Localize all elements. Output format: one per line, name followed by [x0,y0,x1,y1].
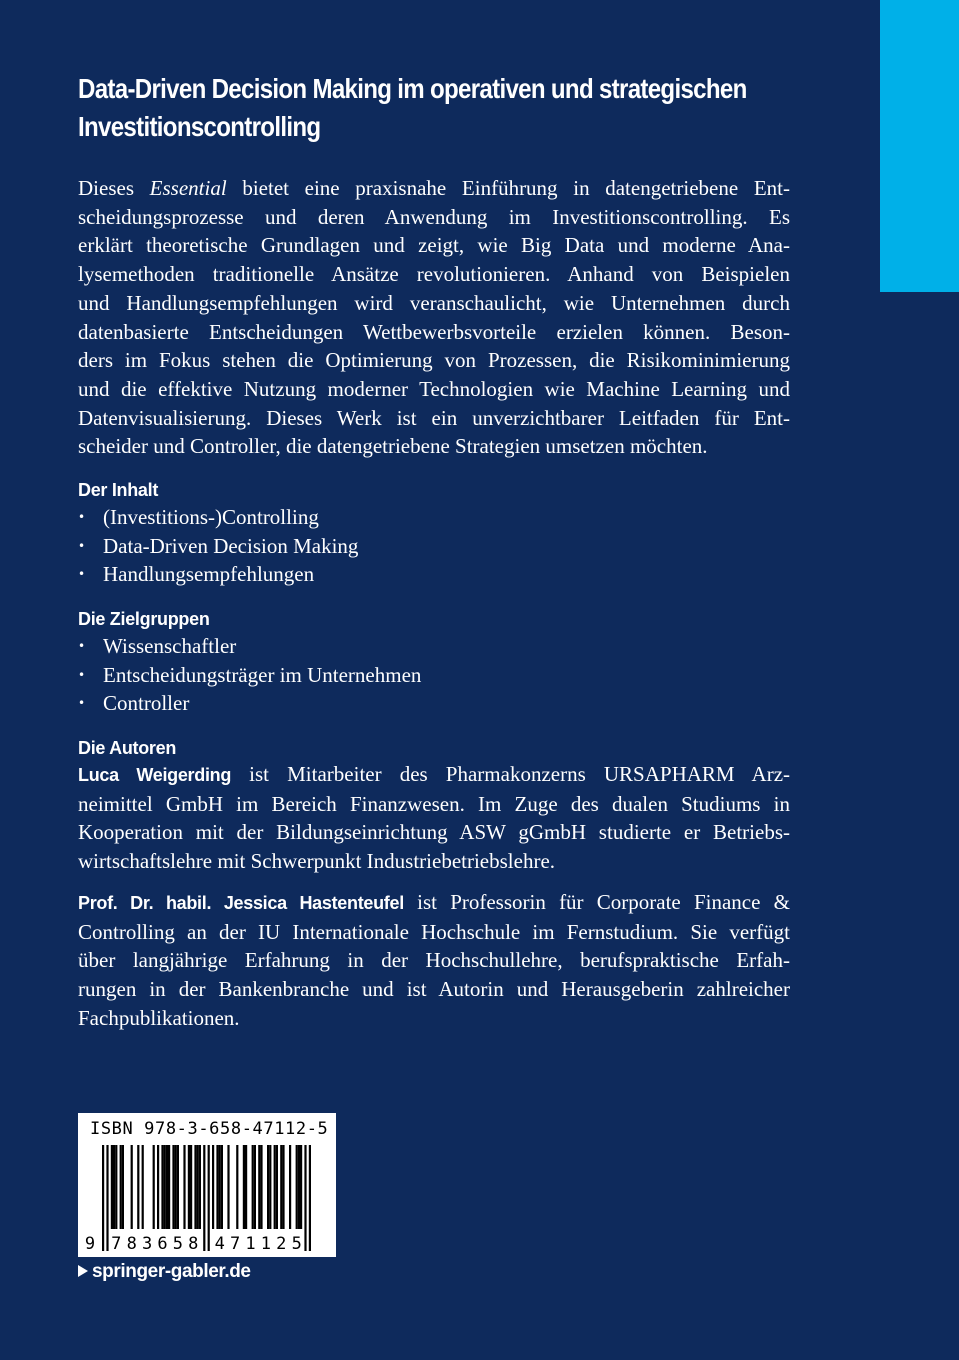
barcode-bars [78,1145,336,1257]
author-bio-line: über langjährige Erfahrung in der Hochschullehre, berufspraktische Erfah- [78,948,790,973]
bullet-icon: • [78,639,86,653]
barcode-bar [137,1145,139,1229]
barcode-bar [298,1145,300,1229]
barcode-bar [267,1145,269,1229]
description-line: Dieses Essential bietet eine praxisnahe Einführung in datengetriebene Ent- [78,176,790,200]
barcode-digit: 9 [84,1234,96,1254]
barcode-bar [289,1145,291,1229]
list-item: • Entscheidungsträger im Unternehmen [78,661,421,690]
bullet-icon: • [78,567,86,582]
bullet-icon: • [78,696,86,711]
barcode-bar [166,1145,168,1229]
barcode-digit: 8 [188,1234,199,1254]
barcode-bar [243,1145,245,1229]
barcode-bar [190,1145,192,1229]
barcode-digit: 8 [126,1234,137,1254]
barcode-bar [219,1145,221,1229]
barcode-bar [153,1145,155,1229]
barcode-bar [122,1145,124,1229]
barcode-bar [194,1145,196,1229]
author-bio-line: neimittel GmbH im Bereich Finanzwesen. Im Zuge des dualen Studiums in [78,791,790,816]
barcode-bar [175,1145,177,1229]
book-title-line-1: Data-Driven Decision Making im operativen und strategischen [78,73,747,104]
inhalt-list [78,503,358,589]
barcode-bar [296,1145,298,1229]
barcode-bar [221,1145,223,1229]
barcode-bar [276,1145,278,1229]
barcode-digit: 3 [141,1234,153,1254]
description-line: ders im Fokus stehen die Optimierung von Prozessen, die Risikominimierung [78,348,790,373]
description-line: lysemethoden traditionelle Ansätze revolutionieren. Anhand von Beispielen [78,262,790,287]
zielgruppen-heading: Die Zielgruppen [78,609,210,629]
barcode-bar [245,1145,247,1229]
arrow-right-icon [78,1265,88,1277]
description-line: und die effektive Nutzung moderner Technologien wie Machine Learning und [78,376,790,401]
list-item: • Data-Driven Decision Making [78,532,358,561]
list-item: • (Investitions-)Controlling [78,503,358,532]
description-line: scheidungsprozesse und deren Anwendung im Investitionscontrolling. Es [78,204,790,229]
barcode-digit: 7 [111,1234,122,1254]
barcode-bar [300,1145,302,1229]
barcode-digit: 2 [276,1234,287,1254]
barcode-bar [203,1145,205,1251]
barcode-bar [258,1145,260,1229]
barcode-bar [254,1145,256,1229]
author-name: Prof. Dr. habil. Jessica Hastenteufel [78,893,404,913]
barcode-bar [113,1145,115,1229]
book-title-line-2: Investitionscontrolling [78,111,321,142]
author-bio-hastenteufel [78,888,790,1033]
barcode-digit: 4 [214,1234,225,1254]
list-item: • Handlungsempfehlungen [78,560,358,589]
description-line: scheider und Controller, die datengetriebene Strategien umsetzen möchten. [78,434,708,459]
barcode-digit: 1 [245,1234,256,1254]
accent-bar [880,0,959,292]
author-bio-line: Kooperation mit der Bildungseinrichtung ASW gGmbH studierte er Betriebs- [78,820,790,845]
barcode-bar [236,1145,238,1229]
barcode-bar [212,1145,214,1229]
bullet-icon: • [78,667,86,682]
bullet-icon: • [78,538,86,553]
inhalt-heading: Der Inhalt [78,480,159,500]
barcode-bar [120,1145,122,1229]
barcode-bar [183,1145,185,1229]
description-line: erklärt theoretische Grundlagen und zeigt, wie Big Data und moderne Ana- [78,233,790,258]
isbn-barcode [78,1113,336,1257]
barcode-bar [280,1145,282,1229]
author-bio-line: Fachpublikationen. [78,1005,240,1030]
author-bio-line: Luca Weigerding ist Mitarbeiter des Pharmakonzerns URSAPHARM Arz- [78,762,791,786]
barcode-bar [157,1145,159,1229]
barcode-bar [172,1145,174,1229]
barcode-bar [161,1145,163,1229]
barcode-digit: 1 [260,1234,272,1254]
barcode-bar [199,1145,201,1229]
barcode-bar [197,1145,199,1229]
barcode-bar [208,1145,210,1251]
barcode-bar [142,1145,144,1229]
list-item: • Controller [78,689,421,718]
author-bio-line: rungen in der Bankenbranche und ist Autorin und Herausgeberin zahlreicher [78,977,790,1002]
barcode-bar [309,1145,311,1251]
description-line: datenbasierte Entscheidungen Wettbewerbsvorteile erzielen können. Beson- [78,319,790,344]
barcode-digit: 5 [291,1234,302,1254]
barcode-bar [188,1145,190,1229]
barcode-bar [115,1145,117,1229]
barcode-bar [269,1145,271,1229]
bullet-icon: • [78,510,86,524]
autoren-heading: Die Autoren [78,738,177,758]
barcode-bar [216,1145,218,1229]
author-bio-line: Prof. Dr. habil. Jessica Hastenteufel ist Professorin für Corporate Finance & [78,890,790,914]
author-bio-weigerding [78,760,790,876]
barcode-bar [274,1145,276,1229]
publisher-website[interactable]: springer-gabler.de [78,1261,251,1283]
isbn-label: ISBN 978-3-658-47112-5 [90,1119,329,1139]
barcode-digit: 7 [229,1234,241,1254]
barcode-bar [282,1145,284,1229]
list-item: • Wissenschaftler [78,632,421,661]
author-name: Luca Weigerding [78,765,232,785]
barcode-bar [177,1145,179,1229]
barcode-digit: 5 [172,1234,184,1254]
barcode-bar [164,1145,166,1229]
barcode-bar [252,1145,254,1229]
zielgruppen-list [78,632,421,718]
barcode-bar [304,1145,306,1251]
barcode-bar [131,1145,133,1229]
barcode-digit: 6 [157,1234,168,1254]
barcode-bar [106,1145,108,1251]
barcode-bar [227,1145,229,1229]
barcode-bar [102,1145,104,1251]
barcode-bar [260,1145,262,1229]
author-bio-line: Controlling an der IU Internationale Hochschule im Fernstudium. Sie verfügt [78,919,790,944]
barcode-bar [168,1145,170,1229]
description-line: und Handlungsempfehlungen wird veranschaulicht, wie Unternehmen durch [78,290,790,315]
book-description [78,174,790,461]
barcode-bar [111,1145,113,1229]
book-title [78,70,835,146]
description-line: Datenvisualisierung. Dieses Werk ist ein unverzichtbarer Leitfaden für Ent- [78,405,790,430]
author-bio-line: wirtschaftslehre mit Schwerpunkt Industriebetriebslehre. [78,849,556,874]
